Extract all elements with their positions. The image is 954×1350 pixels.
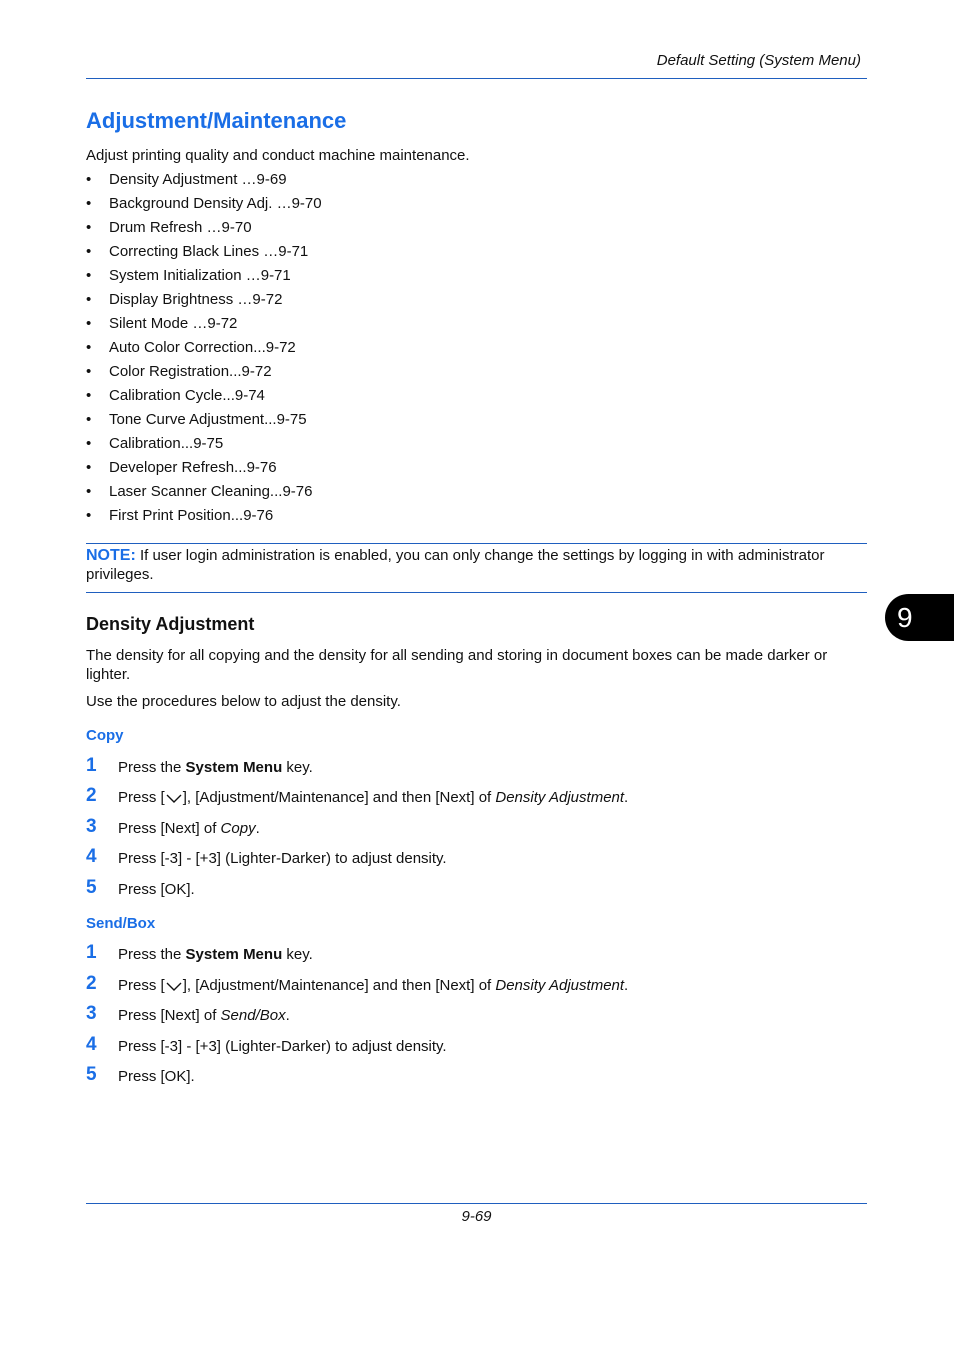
step-number: 2 [86,973,97,994]
bullet-icon: • [86,315,92,332]
bullet-icon: • [86,267,92,284]
bullet-icon: • [86,483,92,500]
bullet-icon: • [86,411,92,428]
list-item [86,169,322,193]
list-item [86,481,322,505]
step-text: Press [Next] of Send/Box. [118,1007,290,1024]
bullet-icon: • [86,195,92,212]
list-item-label: Silent Mode …9-72 [109,315,238,332]
bullet-icon: • [86,243,92,260]
list-item-label: Auto Color Correction...9-72 [109,339,296,356]
step-text: Press the System Menu key. [118,759,313,776]
procedure-intro: Use the procedures below to adjust the density. [86,693,401,710]
list-item-label: Color Registration...9-72 [109,363,272,380]
step-number: 2 [86,785,97,806]
list-item [86,385,322,409]
bullet-icon: • [86,435,92,452]
chapter-tab: 9 [885,594,954,641]
subsection-title: Density Adjustment [86,614,255,634]
step-text: Press [Next] of Copy. [118,820,260,837]
list-item-label: Drum Refresh …9-70 [109,219,252,236]
bullet-icon: • [86,339,92,356]
section-intro: Adjust printing quality and conduct machine maintenance. [86,147,470,164]
footer-rule [86,1203,867,1204]
step-number: 1 [86,942,97,963]
running-head: Default Setting (System Menu) [656,52,861,69]
bullet-icon: • [86,219,92,236]
list-item [86,265,322,289]
density-description: The density for all copying and the density for all sending and storing in document boxes can be made darker or lighter. [86,647,828,683]
bullet-icon: • [86,459,92,476]
step-number: 5 [86,1064,97,1085]
list-item-label: Display Brightness …9-72 [109,291,283,308]
note-box [86,546,866,584]
note-top-rule [86,543,867,544]
bullet-icon: • [86,171,92,188]
step-number: 1 [86,755,97,776]
step-text: Press [-3] - [+3] (Lighter-Darker) to adjust density. [118,1038,447,1055]
step-text: Press [OK]. [118,881,195,898]
bullet-icon: • [86,387,92,404]
list-item [86,505,322,529]
list-item [86,193,322,217]
step-number: 4 [86,846,97,867]
topic-list [86,169,322,529]
page-number: 9-69 [461,1208,492,1225]
list-item-label: Developer Refresh...9-76 [109,459,277,476]
step-number: 3 [86,816,97,837]
list-item [86,457,322,481]
step-number: 5 [86,877,97,898]
copy-heading: Copy [86,727,124,744]
list-item [86,361,322,385]
list-item [86,217,322,241]
list-item-label: Correcting Black Lines …9-71 [109,243,309,260]
step-text: Press the System Menu key. [118,946,313,963]
header-rule [86,78,867,79]
note-bottom-rule [86,592,867,593]
step-text: Press [ ], [Adjustment/Maintenance] and then [Next] of Density Adjustment. [118,789,629,806]
list-item [86,409,322,433]
step-text: Press [ ], [Adjustment/Maintenance] and then [Next] of Density Adjustment. [118,977,629,994]
list-item [86,241,322,265]
list-item [86,337,322,361]
sendbox-heading: Send/Box [86,915,156,932]
list-item-label: Density Adjustment …9-69 [109,171,287,188]
list-item [86,289,322,313]
list-item-label: Tone Curve Adjustment...9-75 [109,411,307,428]
bullet-icon: • [86,291,92,308]
list-item-label: Calibration Cycle...9-74 [109,387,265,404]
section-title: Adjustment/Maintenance [86,108,347,133]
note-text: If user login administration is enabled, you can only change the settings by logging in with administrator privileges. [86,547,825,583]
list-item [86,433,322,457]
step-text: Press [-3] - [+3] (Lighter-Darker) to adjust density. [118,850,447,867]
bullet-icon: • [86,507,92,524]
step-number: 4 [86,1034,97,1055]
list-item-label: Calibration...9-75 [109,435,224,452]
down-arrow-key-icon [165,792,183,804]
note-label: NOTE: [86,547,136,564]
list-item-label: System Initialization …9-71 [109,267,291,284]
step-number: 3 [86,1003,97,1024]
list-item [86,313,322,337]
list-item-label: Background Density Adj. …9-70 [109,195,322,212]
list-item-label: First Print Position...9-76 [109,507,274,524]
down-arrow-key-icon [165,980,183,992]
step-text: Press [OK]. [118,1068,195,1085]
bullet-icon: • [86,363,92,380]
list-item-label: Laser Scanner Cleaning...9-76 [109,483,313,500]
